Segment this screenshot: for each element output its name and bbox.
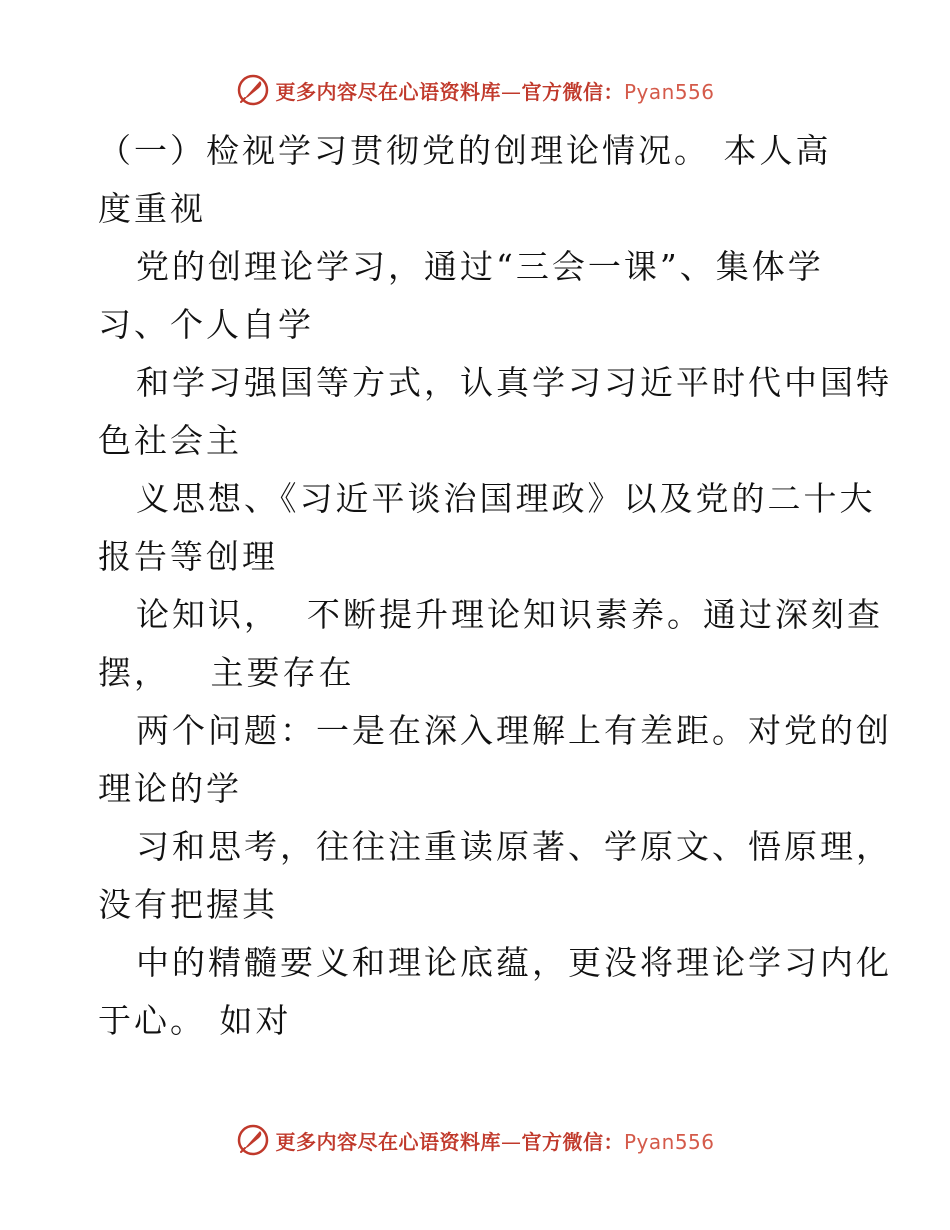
paragraph-line: 色社会主	[98, 421, 242, 460]
paragraph-line: 理论的学	[98, 769, 242, 808]
footer-banner-text	[275, 1126, 714, 1155]
header-banner-text	[275, 76, 714, 105]
paragraph-line: 论知识， 不断提升理论知识素养。通过深刻查	[136, 595, 883, 634]
paragraph-line: 习、个人自学	[98, 305, 314, 344]
paragraph-line: 党的创理论学习，通过“三会一课”、集体学	[136, 247, 824, 286]
footer-wechat-id: Pyan556	[623, 1129, 715, 1154]
paragraph-line: 中的精髓要义和理论底蕴，更没将理论学习内化	[136, 943, 892, 982]
header-separator: —	[500, 79, 522, 104]
paragraph-line: 度重视	[98, 189, 206, 228]
paragraph-line: 习和思考，往往注重读原著、学原文、悟原理，	[136, 827, 892, 866]
paragraph-line: 和学习强国等方式，认真学习习近平时代中国特	[136, 363, 892, 402]
header-watermark-banner	[0, 70, 950, 110]
paragraph-line: （一）检视学习贯彻党的创理论情况。 本人高	[98, 131, 832, 170]
header-site-text: 更多内容尽在心语资料库	[275, 79, 501, 104]
paragraph-line: 义思想、《习近平谈治国理政》以及党的二十大	[136, 479, 876, 518]
feather-pen-logo-icon	[235, 1122, 271, 1158]
paragraph-line: 两个问题：一是在深入理解上有差距。对党的创	[136, 711, 892, 750]
document-paragraph	[98, 122, 892, 1050]
footer-watermark-banner	[0, 1120, 950, 1160]
footer-wechat-label: 官方微信：	[521, 1129, 624, 1154]
paragraph-line: 摆， 主要存在	[98, 653, 355, 692]
header-wechat-id: Pyan556	[623, 79, 715, 104]
footer-separator: —	[500, 1129, 522, 1154]
feather-pen-logo-icon	[235, 72, 271, 108]
paragraph-line: 没有把握其	[98, 885, 278, 924]
paragraph-line: 于心。 如对	[98, 1001, 292, 1040]
header-wechat-label: 官方微信：	[521, 79, 624, 104]
paragraph-line: 报告等创理	[98, 537, 278, 576]
footer-site-text: 更多内容尽在心语资料库	[275, 1129, 501, 1154]
